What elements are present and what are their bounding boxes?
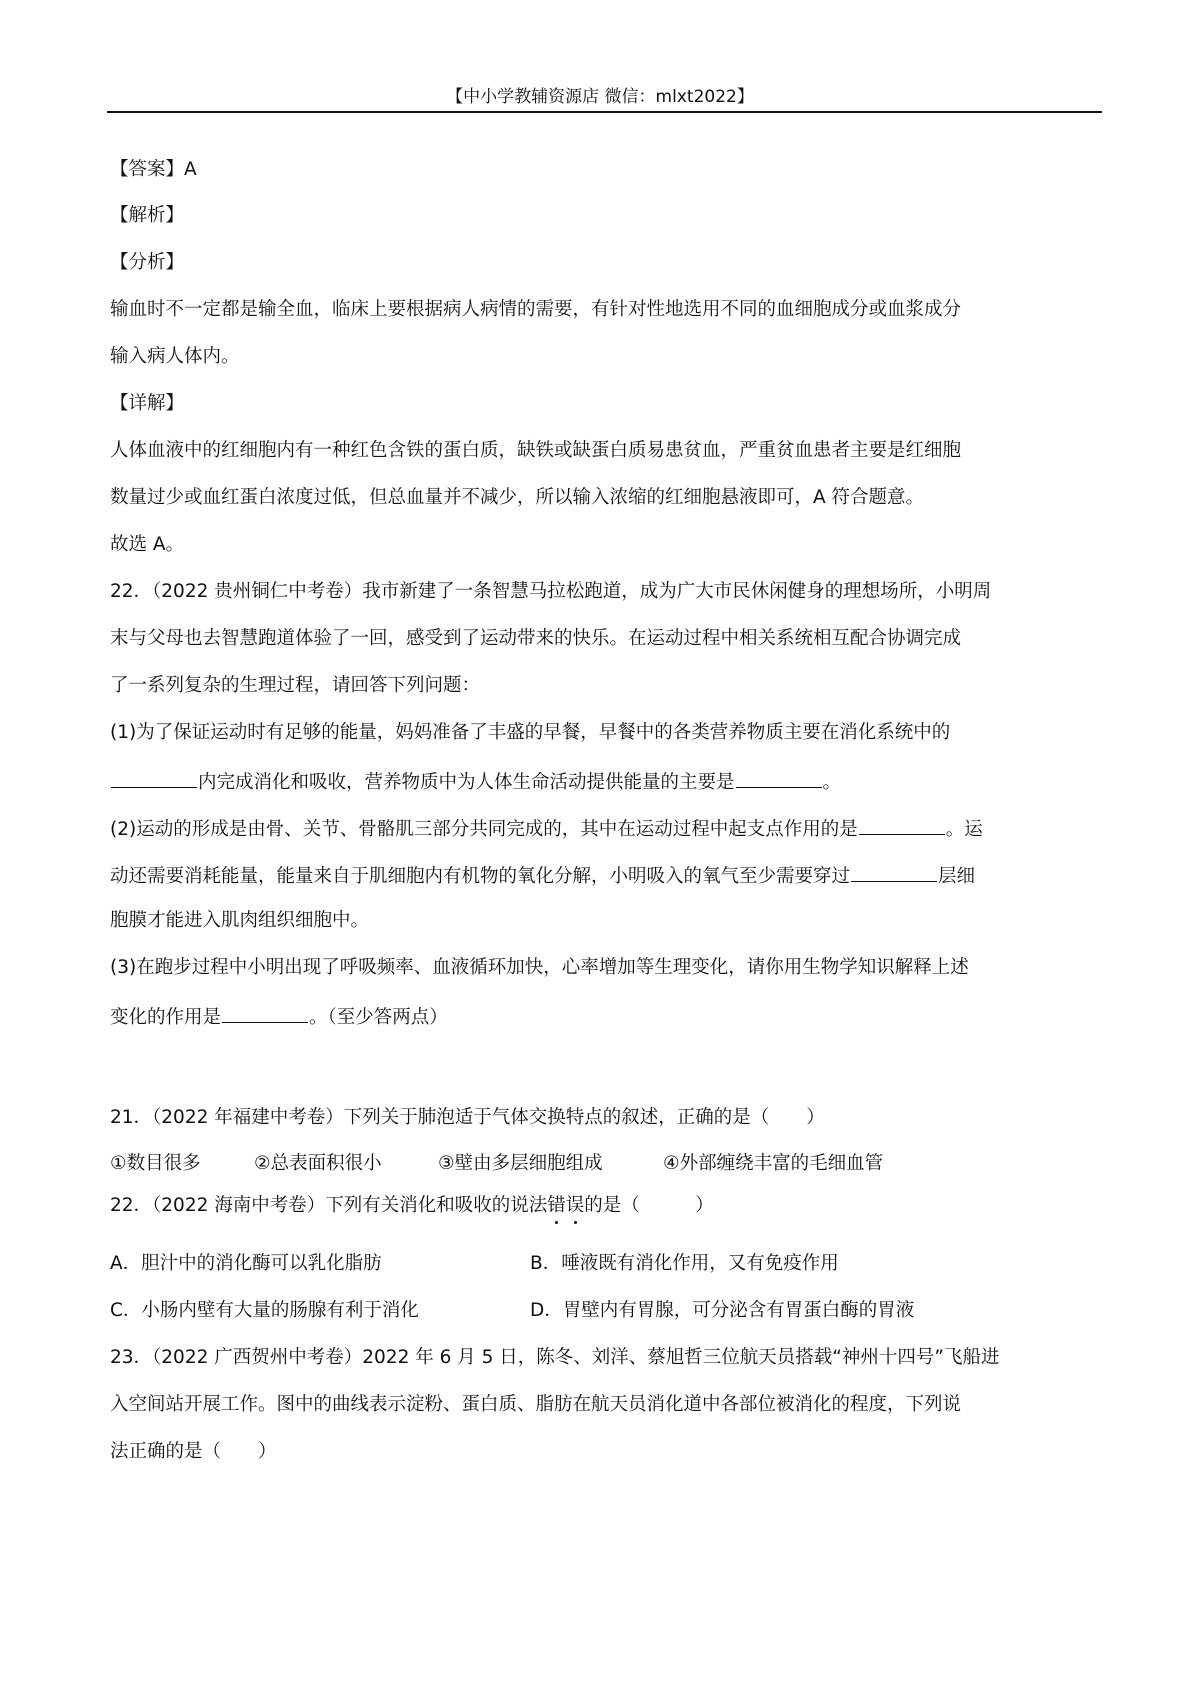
- q22-part3-text: 变化的作用是: [110, 1007, 222, 1028]
- q22-hainan-options-ab: [110, 1251, 839, 1277]
- emphasis-char: 误: [566, 1193, 585, 1219]
- q22-hainan-stem-start: 22．（2022 海南中考卷）下列有关消化和吸收的说法: [110, 1195, 548, 1216]
- q22-part2-end-2: 层细: [938, 866, 976, 887]
- fenxi-line-2: 输入病人体内。: [110, 346, 240, 367]
- q22-option-d: D．胃壁内有胃腺，可分泌含有胃蛋白酶的胃液: [530, 1300, 915, 1321]
- analysis-heading: 【解析】: [110, 205, 185, 226]
- q22-part1-end: 。: [822, 772, 842, 793]
- q22-part3-line-2: [110, 1002, 448, 1031]
- header-rule: [107, 111, 1102, 113]
- q21-option-3: ③壁由多层细胞组成: [438, 1153, 603, 1174]
- q22-part2-line-1: [110, 814, 983, 843]
- detail-heading: 【详解】: [110, 393, 185, 414]
- answer-blank[interactable]: [111, 767, 197, 788]
- q22-part2-end: 。运: [945, 819, 983, 840]
- answer-blank[interactable]: [736, 767, 822, 788]
- q22-guizhou-line-3: 了一系列复杂的生理过程，请回答下列问题：: [110, 675, 481, 696]
- q22-part2-text: (2)运动的形成是由骨、关节、骨骼肌三部分共同完成的，其中在运动过程中起支点作用的是: [110, 819, 858, 840]
- q21-option-1: ①数目很多: [110, 1153, 201, 1174]
- q23-guangxi-line-3: 法正确的是（ ）: [110, 1441, 277, 1462]
- q22-part2-text-2: 动还需要消耗能量，能量来自于肌细胞内有机物的氧化分解，小明吸入的氧气至少需要穿过: [110, 866, 851, 887]
- q22-part2-line-3: 胞膜才能进入肌肉组织细胞中。: [110, 910, 370, 931]
- q23-guangxi-line-2: 入空间站开展工作。图中的曲线表示淀粉、蛋白质、脂肪在航天员消化道中各部位被消化的程度，下列说: [110, 1394, 962, 1415]
- q22-part3-line-1: (3)在跑步过程中小明出现了呼吸频率、血液循环加快，心率增加等生理变化，请你用生物学知识解释上述: [110, 957, 969, 978]
- q21-fujian-options: [110, 1151, 883, 1177]
- conclusion-line: 故选 A。: [110, 534, 185, 555]
- q22-option-a: A．胆汁中的消化酶可以乳化脂肪: [110, 1253, 382, 1274]
- q22-option-b: B．唾液既有消化作用，又有免疫作用: [530, 1253, 839, 1274]
- q22-guizhou-line-1: 22．（2022 贵州铜仁中考卷）我市新建了一条智慧马拉松跑道，成为广大市民休闲健身的理想场所，小明周: [110, 581, 992, 602]
- answer-blank[interactable]: [859, 814, 945, 835]
- q22-part1-line-2: [110, 767, 841, 796]
- emphasis-char: 错: [547, 1193, 566, 1219]
- detail-line-2: 数量过少或血红蛋白浓度过低，但总血量并不减少，所以输入浓缩的红细胞悬液即可，A 符合题意。: [110, 487, 925, 508]
- q22-hainan-stem-end: 的是（ ）: [584, 1195, 714, 1216]
- q22-option-c: C．小肠内壁有大量的肠腺有利于消化: [110, 1300, 419, 1321]
- answer-line: 【答案】A: [110, 159, 197, 180]
- answer-blank[interactable]: [222, 1002, 308, 1023]
- q21-fujian-stem: 21．（2022 年福建中考卷）下列关于肺泡适于气体交换特点的叙述，正确的是（ ）: [110, 1107, 825, 1128]
- answer-blank[interactable]: [851, 861, 937, 882]
- q21-option-2: ②总表面积很小: [254, 1153, 382, 1174]
- q22-part3-end: 。（至少答两点）: [309, 1007, 448, 1028]
- fenxi-line-1: 输血时不一定都是输全血，临床上要根据病人病情的需要，有针对性地选用不同的血细胞成分或血浆成分: [110, 299, 962, 320]
- q22-hainan-stem: [110, 1193, 714, 1219]
- q22-part1-line-1: (1)为了保证运动时有足够的能量，妈妈准备了丰盛的早餐，早餐中的各类营养物质主要在消化系统中的: [110, 722, 951, 743]
- detail-line-1: 人体血液中的红细胞内有一种红色含铁的蛋白质，缺铁或缺蛋白质易患贫血，严重贫血患者主要是红细胞: [110, 440, 962, 461]
- q22-part1-text: 内完成消化和吸收，营养物质中为人体生命活动提供能量的主要是: [198, 772, 735, 793]
- q22-guizhou-line-2: 末与父母也去智慧跑道体验了一回，感受到了运动带来的快乐。在运动过程中相关系统相互配合协调完成: [110, 628, 962, 649]
- fenxi-heading: 【分析】: [110, 252, 185, 273]
- q21-option-4: ④外部缠绕丰富的毛细血管: [663, 1153, 884, 1174]
- page-header: 【中小学教辅资源店 微信：mlxt2022】: [446, 87, 754, 107]
- q22-part2-line-2: [110, 861, 975, 890]
- q22-hainan-options-cd: [110, 1298, 914, 1324]
- q23-guangxi-line-1: 23．（2022 广西贺州中考卷）2022 年 6 月 5 日，陈冬、刘洋、蔡旭哲三位航天员搭载“神州十四号”飞船进: [110, 1347, 1000, 1368]
